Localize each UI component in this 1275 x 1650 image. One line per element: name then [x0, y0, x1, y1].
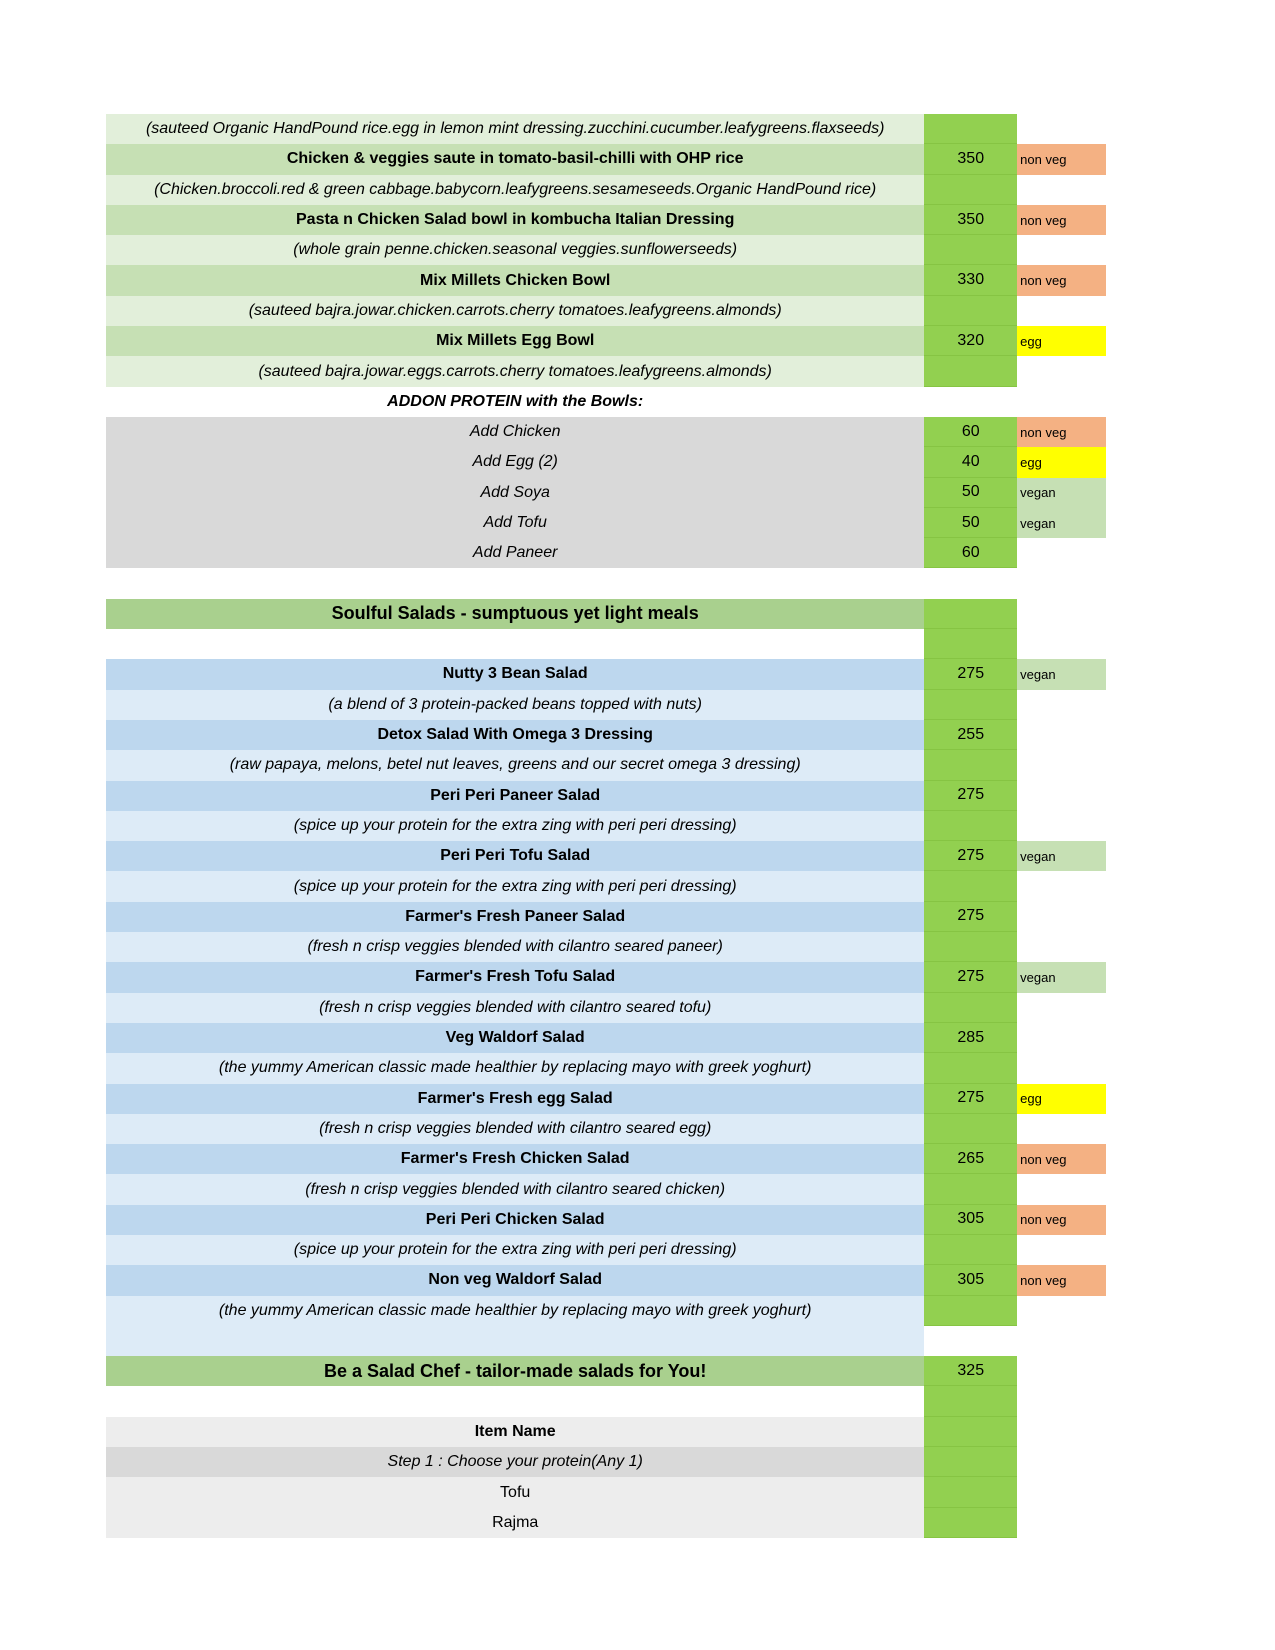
menu-row — [106, 1447, 1106, 1477]
menu-row — [106, 568, 1106, 598]
item-name: (fresh n crisp veggies blended with cilantro seared paneer) — [106, 932, 924, 962]
item-name — [106, 629, 924, 659]
item-price — [924, 1326, 1017, 1356]
diet-tag: vegan — [1017, 841, 1106, 871]
item-name: Farmer's Fresh egg Salad — [106, 1084, 924, 1114]
diet-tag — [1017, 175, 1106, 205]
item-price: 275 — [924, 902, 1017, 932]
item-name: Peri Peri Chicken Salad — [106, 1205, 924, 1235]
diet-tag: vegan — [1017, 508, 1106, 538]
menu-row — [106, 265, 1106, 295]
menu-row — [106, 1174, 1106, 1204]
item-name: (spice up your protein for the extra zing with peri peri dressing) — [106, 871, 924, 901]
diet-tag — [1017, 1023, 1106, 1053]
menu-row — [106, 1356, 1106, 1386]
item-name: (fresh n crisp veggies blended with cilantro seared egg) — [106, 1114, 924, 1144]
menu-row — [106, 205, 1106, 235]
diet-tag: non veg — [1017, 205, 1106, 235]
item-name: (the yummy American classic made healthier by replacing mayo with greek yoghurt) — [106, 1296, 924, 1326]
diet-tag: egg — [1017, 326, 1106, 356]
item-price — [924, 1235, 1017, 1265]
diet-tag — [1017, 356, 1106, 386]
item-price: 50 — [924, 508, 1017, 538]
menu-row — [106, 175, 1106, 205]
item-name — [106, 1386, 924, 1416]
menu-row — [106, 720, 1106, 750]
diet-tag — [1017, 1386, 1106, 1416]
item-name: (sauteed bajra.jowar.chicken.carrots.cherry tomatoes.leafygreens.almonds) — [106, 296, 924, 326]
item-price — [924, 1053, 1017, 1083]
diet-tag — [1017, 568, 1106, 598]
item-price: 275 — [924, 781, 1017, 811]
diet-tag — [1017, 690, 1106, 720]
diet-tag: non veg — [1017, 417, 1106, 447]
menu-row — [106, 902, 1106, 932]
diet-tag: egg — [1017, 1084, 1106, 1114]
diet-tag — [1017, 1447, 1106, 1477]
diet-tag — [1017, 1356, 1106, 1386]
item-name: Add Egg (2) — [106, 447, 924, 477]
item-price — [924, 1386, 1017, 1416]
diet-tag — [1017, 902, 1106, 932]
diet-tag: egg — [1017, 447, 1106, 477]
menu-row — [106, 1084, 1106, 1114]
diet-tag — [1017, 296, 1106, 326]
menu-row — [106, 781, 1106, 811]
item-name: Mix Millets Egg Bowl — [106, 326, 924, 356]
diet-tag: non veg — [1017, 1265, 1106, 1295]
menu-row — [106, 1235, 1106, 1265]
item-name: Peri Peri Tofu Salad — [106, 841, 924, 871]
diet-tag — [1017, 1508, 1106, 1538]
menu-row — [106, 1508, 1106, 1538]
menu-row — [106, 1144, 1106, 1174]
diet-tag: non veg — [1017, 144, 1106, 174]
item-name: Step 1 : Choose your protein(Any 1) — [106, 1447, 924, 1477]
menu-row — [106, 659, 1106, 689]
menu-row — [106, 841, 1106, 871]
item-price: 305 — [924, 1265, 1017, 1295]
item-price: 305 — [924, 1205, 1017, 1235]
menu-row — [106, 932, 1106, 962]
menu-row — [106, 1326, 1106, 1356]
item-price: 265 — [924, 1144, 1017, 1174]
diet-tag — [1017, 1296, 1106, 1326]
item-name — [106, 568, 924, 598]
item-price: 275 — [924, 841, 1017, 871]
diet-tag — [1017, 720, 1106, 750]
menu-row — [106, 478, 1106, 508]
menu-row — [106, 993, 1106, 1023]
item-name: (fresh n crisp veggies blended with cilantro seared chicken) — [106, 1174, 924, 1204]
item-price — [924, 235, 1017, 265]
diet-tag: non veg — [1017, 265, 1106, 295]
menu-row — [106, 356, 1106, 386]
item-price: 350 — [924, 144, 1017, 174]
item-price — [924, 1447, 1017, 1477]
menu-row — [106, 1477, 1106, 1507]
item-price: 50 — [924, 478, 1017, 508]
item-name: Peri Peri Paneer Salad — [106, 781, 924, 811]
diet-tag — [1017, 932, 1106, 962]
item-name: Item Name — [106, 1417, 924, 1447]
diet-tag — [1017, 871, 1106, 901]
item-price — [924, 690, 1017, 720]
item-name: Add Paneer — [106, 538, 924, 568]
item-name: (a blend of 3 protein-packed beans topped with nuts) — [106, 690, 924, 720]
item-price — [924, 599, 1017, 629]
item-price — [924, 932, 1017, 962]
item-name: (sauteed Organic HandPound rice.egg in lemon mint dressing.zucchini.cucumber.leafygreens.flaxseeds) — [106, 114, 924, 144]
diet-tag — [1017, 1053, 1106, 1083]
menu-row — [106, 629, 1106, 659]
item-name: (whole grain penne.chicken.seasonal veggies.sunflowerseeds) — [106, 235, 924, 265]
menu-sheet — [106, 114, 1106, 1538]
menu-row — [106, 1205, 1106, 1235]
item-name: (raw papaya, melons, betel nut leaves, greens and our secret omega 3 dressing) — [106, 750, 924, 780]
menu-row — [106, 871, 1106, 901]
menu-row — [106, 387, 1106, 417]
diet-tag — [1017, 114, 1106, 144]
diet-tag: non veg — [1017, 1205, 1106, 1235]
item-price — [924, 1114, 1017, 1144]
diet-tag — [1017, 599, 1106, 629]
diet-tag — [1017, 1114, 1106, 1144]
item-name: Farmer's Fresh Tofu Salad — [106, 962, 924, 992]
item-price — [924, 114, 1017, 144]
item-price — [924, 356, 1017, 386]
diet-tag — [1017, 993, 1106, 1023]
item-name: Mix Millets Chicken Bowl — [106, 265, 924, 295]
item-name: (the yummy American classic made healthier by replacing mayo with greek yoghurt) — [106, 1053, 924, 1083]
item-price: 255 — [924, 720, 1017, 750]
item-price: 275 — [924, 1084, 1017, 1114]
diet-tag — [1017, 538, 1106, 568]
item-price — [924, 750, 1017, 780]
diet-tag — [1017, 1477, 1106, 1507]
item-price: 320 — [924, 326, 1017, 356]
item-price — [924, 993, 1017, 1023]
item-name: Be a Salad Chef - tailor-made salads for You! — [106, 1356, 924, 1386]
item-price: 350 — [924, 205, 1017, 235]
item-price: 60 — [924, 417, 1017, 447]
item-price: 330 — [924, 265, 1017, 295]
item-name: Farmer's Fresh Chicken Salad — [106, 1144, 924, 1174]
item-price: 40 — [924, 447, 1017, 477]
menu-row — [106, 114, 1106, 144]
menu-row — [106, 326, 1106, 356]
diet-tag — [1017, 811, 1106, 841]
menu-row — [106, 508, 1106, 538]
menu-row — [106, 235, 1106, 265]
item-name: (spice up your protein for the extra zing with peri peri dressing) — [106, 811, 924, 841]
item-price: 275 — [924, 962, 1017, 992]
diet-tag — [1017, 629, 1106, 659]
menu-row — [106, 1417, 1106, 1447]
menu-row — [106, 1265, 1106, 1295]
menu-row — [106, 1114, 1106, 1144]
menu-row — [106, 1053, 1106, 1083]
menu-row — [106, 1023, 1106, 1053]
diet-tag — [1017, 1326, 1106, 1356]
item-name: (spice up your protein for the extra zing with peri peri dressing) — [106, 1235, 924, 1265]
menu-row — [106, 962, 1106, 992]
menu-row — [106, 750, 1106, 780]
item-price — [924, 1508, 1017, 1538]
diet-tag — [1017, 1235, 1106, 1265]
item-price — [924, 568, 1017, 598]
item-name: Soulful Salads - sumptuous yet light meals — [106, 599, 924, 629]
item-price — [924, 175, 1017, 205]
item-name: Veg Waldorf Salad — [106, 1023, 924, 1053]
menu-row — [106, 417, 1106, 447]
item-price — [924, 1417, 1017, 1447]
item-price — [924, 871, 1017, 901]
item-price — [924, 629, 1017, 659]
menu-row — [106, 296, 1106, 326]
item-name: ADDON PROTEIN with the Bowls: — [106, 387, 924, 417]
item-price — [924, 387, 1017, 417]
item-price — [924, 1477, 1017, 1507]
item-name: Nutty 3 Bean Salad — [106, 659, 924, 689]
item-price — [924, 296, 1017, 326]
diet-tag — [1017, 1174, 1106, 1204]
item-name: Detox Salad With Omega 3 Dressing — [106, 720, 924, 750]
diet-tag: vegan — [1017, 478, 1106, 508]
diet-tag — [1017, 750, 1106, 780]
item-name: Add Tofu — [106, 508, 924, 538]
menu-row — [106, 144, 1106, 174]
diet-tag — [1017, 1417, 1106, 1447]
diet-tag: non veg — [1017, 1144, 1106, 1174]
item-price — [924, 1296, 1017, 1326]
item-price: 285 — [924, 1023, 1017, 1053]
item-name — [106, 1326, 924, 1356]
item-name: Pasta n Chicken Salad bowl in kombucha Italian Dressing — [106, 205, 924, 235]
item-price: 60 — [924, 538, 1017, 568]
item-price: 275 — [924, 659, 1017, 689]
item-name: Rajma — [106, 1508, 924, 1538]
menu-row — [106, 599, 1106, 629]
menu-row — [106, 447, 1106, 477]
diet-tag — [1017, 781, 1106, 811]
diet-tag — [1017, 387, 1106, 417]
diet-tag: vegan — [1017, 659, 1106, 689]
diet-tag: vegan — [1017, 962, 1106, 992]
item-name: (fresh n crisp veggies blended with cilantro seared tofu) — [106, 993, 924, 1023]
diet-tag — [1017, 235, 1106, 265]
menu-row — [106, 1296, 1106, 1326]
item-name: (Chicken.broccoli.red & green cabbage.babycorn.leafygreens.sesameseeds.Organic HandPound rice) — [106, 175, 924, 205]
item-name: Non veg Waldorf Salad — [106, 1265, 924, 1295]
item-name: Chicken & veggies saute in tomato-basil-chilli with OHP rice — [106, 144, 924, 174]
item-name: Farmer's Fresh Paneer Salad — [106, 902, 924, 932]
menu-row — [106, 690, 1106, 720]
item-name: Add Soya — [106, 478, 924, 508]
item-price — [924, 811, 1017, 841]
menu-row — [106, 811, 1106, 841]
item-name: Add Chicken — [106, 417, 924, 447]
item-name: Tofu — [106, 1477, 924, 1507]
item-name: (sauteed bajra.jowar.eggs.carrots.cherry tomatoes.leafygreens.almonds) — [106, 356, 924, 386]
item-price: 325 — [924, 1356, 1017, 1386]
menu-row — [106, 1386, 1106, 1416]
menu-row — [106, 538, 1106, 568]
item-price — [924, 1174, 1017, 1204]
